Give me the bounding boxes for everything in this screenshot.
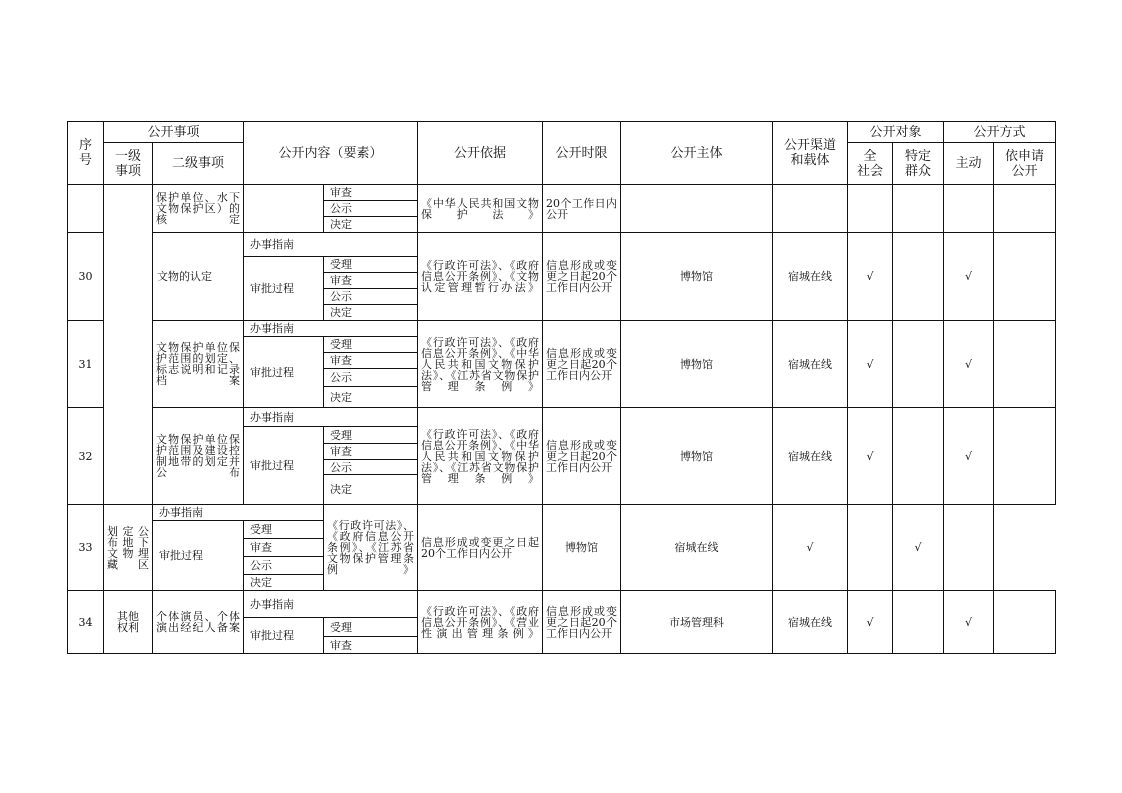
subject-cell (621, 185, 773, 233)
content-label-cell (244, 185, 324, 233)
guide-30: 办事指南 (244, 233, 418, 257)
level2-34: 个体演员、个体演出经纪人备案 (153, 591, 244, 654)
target-all-30: √ (848, 233, 893, 321)
mode-request-30 (994, 233, 1056, 321)
time-cell: 20个工作日内公开 (543, 185, 621, 233)
step-33-decide: 决定 (244, 575, 324, 591)
process-30: 审批过程 (244, 257, 324, 321)
target-all-34: √ (848, 591, 893, 654)
basis-34: 《行政许可法》、《政府信息公开条例》、《营业性演出管理条例》 (418, 591, 543, 654)
step-review: 审查 (324, 185, 418, 201)
mode-active-30: √ (944, 233, 994, 321)
guide-31: 办事指南 (244, 321, 418, 337)
disclosure-table (67, 121, 1056, 654)
target-specific-34 (893, 591, 944, 654)
step-31-decide: 决定 (324, 387, 418, 408)
level2-33: 划定公布地下文物埋藏区 (104, 505, 153, 591)
header-level2: 二级事项 (153, 143, 244, 185)
subject-33: 博物馆 (543, 505, 621, 591)
seq-33: 33 (68, 505, 104, 591)
header-channel: 公开渠道 和载体 (773, 122, 848, 185)
target-all-32: √ (848, 408, 893, 505)
subject-30: 博物馆 (621, 233, 773, 321)
header-target-all: 全 社会 (848, 143, 893, 185)
header-mode: 公开方式 (944, 122, 1056, 143)
process-32: 审批过程 (244, 427, 324, 505)
basis-30: 《行政许可法》、《政府信息公开条例》、《文物认定管理暂行办法》 (418, 233, 543, 321)
seq-32: 32 (68, 408, 104, 505)
header-mode-request: 依申请 公开 (994, 143, 1056, 185)
subject-32: 博物馆 (621, 408, 773, 505)
mode-request-33 (944, 505, 994, 591)
process-31: 审批过程 (244, 337, 324, 408)
mode-request-32 (994, 408, 1056, 505)
mode-active-cell (944, 185, 994, 233)
header-basis: 公开依据 (418, 122, 543, 185)
step-32-publicize: 公示 (324, 460, 418, 475)
process-34: 审批过程 (244, 618, 324, 654)
level2-31: 文物保护单位保护范围的划定、标志说明和记录档案 (153, 321, 244, 408)
target-specific-32 (893, 408, 944, 505)
seq-31: 31 (68, 321, 104, 408)
step-30-decide: 决定 (324, 305, 418, 321)
target-specific-cell (893, 185, 944, 233)
mode-active-34: √ (944, 591, 994, 654)
mode-active-31: √ (944, 321, 994, 408)
mode-active-33: √ (893, 505, 944, 591)
basis-31: 《行政许可法》、《政府信息公开条例》、《中华人民共和国文物保护法》、《江苏省文物保护管理条例》 (418, 321, 543, 408)
header-level1: 一级 事项 (104, 143, 153, 185)
subject-31: 博物馆 (621, 321, 773, 408)
target-all-31: √ (848, 321, 893, 408)
channel-30: 宿城在线 (773, 233, 848, 321)
level1-34: 其他 权利 (104, 591, 153, 654)
step-30-publicize: 公示 (324, 289, 418, 305)
guide-34: 办事指南 (244, 591, 418, 618)
step-30-review: 审查 (324, 273, 418, 289)
guide-32: 办事指南 (244, 408, 418, 427)
step-31-publicize: 公示 (324, 369, 418, 387)
step-decide: 决定 (324, 217, 418, 233)
seq-34: 34 (68, 591, 104, 654)
header-seq: 序 号 (68, 122, 104, 185)
time-30: 信息形成或变更之日起20个工作日内公开 (543, 233, 621, 321)
step-30-accept: 受理 (324, 257, 418, 273)
header-target-specific: 特定 群众 (893, 143, 944, 185)
header-time-limit: 公开时限 (543, 122, 621, 185)
step-32-decide: 决定 (324, 475, 418, 505)
header-mode-active: 主动 (944, 143, 994, 185)
header-target: 公开对象 (848, 122, 944, 143)
level2-30: 文物的认定 (153, 233, 244, 321)
mode-request-34 (994, 591, 1056, 654)
header-content: 公开内容（要素） (244, 122, 418, 185)
time-34: 信息形成或变更之日起20个工作日内公开 (543, 591, 621, 654)
time-31: 信息形成或变更之日起20个工作日内公开 (543, 321, 621, 408)
step-32-accept: 受理 (324, 427, 418, 444)
step-33-accept: 受理 (244, 521, 324, 539)
target-specific-33 (848, 505, 893, 591)
channel-cell (773, 185, 848, 233)
subject-34: 市场管理科 (621, 591, 773, 654)
level2-cell: 保护单位、水下文物保护区）的核定 (153, 185, 244, 233)
target-all-cell (848, 185, 893, 233)
process-33: 审批过程 (153, 521, 244, 591)
seq-30: 30 (68, 233, 104, 321)
level1-cell (104, 185, 153, 505)
step-34-review: 审查 (324, 637, 418, 654)
seq-cell (68, 185, 104, 233)
step-32-review: 审查 (324, 444, 418, 460)
mode-active-32: √ (944, 408, 994, 505)
target-specific-30 (893, 233, 944, 321)
basis-cell: 《中华人民共和国文物保护法》 (418, 185, 543, 233)
step-publicize: 公示 (324, 201, 418, 217)
step-33-review: 审查 (244, 539, 324, 557)
step-34-accept: 受理 (324, 618, 418, 637)
mode-request-31 (994, 321, 1056, 408)
step-33-publicize: 公示 (244, 557, 324, 575)
basis-33: 《行政许可法》、《政府信息公开条例》、《江苏省文物保护管理条例》 (324, 505, 418, 591)
channel-31: 宿城在线 (773, 321, 848, 408)
step-31-review: 审查 (324, 353, 418, 369)
time-32: 信息形成或变更之日起20个工作日内公开 (543, 408, 621, 505)
target-all-33: √ (773, 505, 848, 591)
header-subject: 公开主体 (621, 122, 773, 185)
basis-32: 《行政许可法》、《政府信息公开条例》、《中华人民共和国文物保护法》、《江苏省文物保护管理条例》 (418, 408, 543, 505)
mode-request-cell (994, 185, 1056, 233)
header-public-items: 公开事项 (104, 122, 244, 143)
target-specific-31 (893, 321, 944, 408)
channel-34: 宿城在线 (773, 591, 848, 654)
channel-33: 宿城在线 (621, 505, 773, 591)
guide-33: 办事指南 (153, 505, 324, 521)
step-31-accept: 受理 (324, 337, 418, 353)
level2-32: 文物保护单位保护范围及建设控制地带的划定并公布 (153, 408, 244, 505)
time-33: 信息形成或变更之日起20个工作日内公开 (418, 505, 543, 591)
channel-32: 宿城在线 (773, 408, 848, 505)
